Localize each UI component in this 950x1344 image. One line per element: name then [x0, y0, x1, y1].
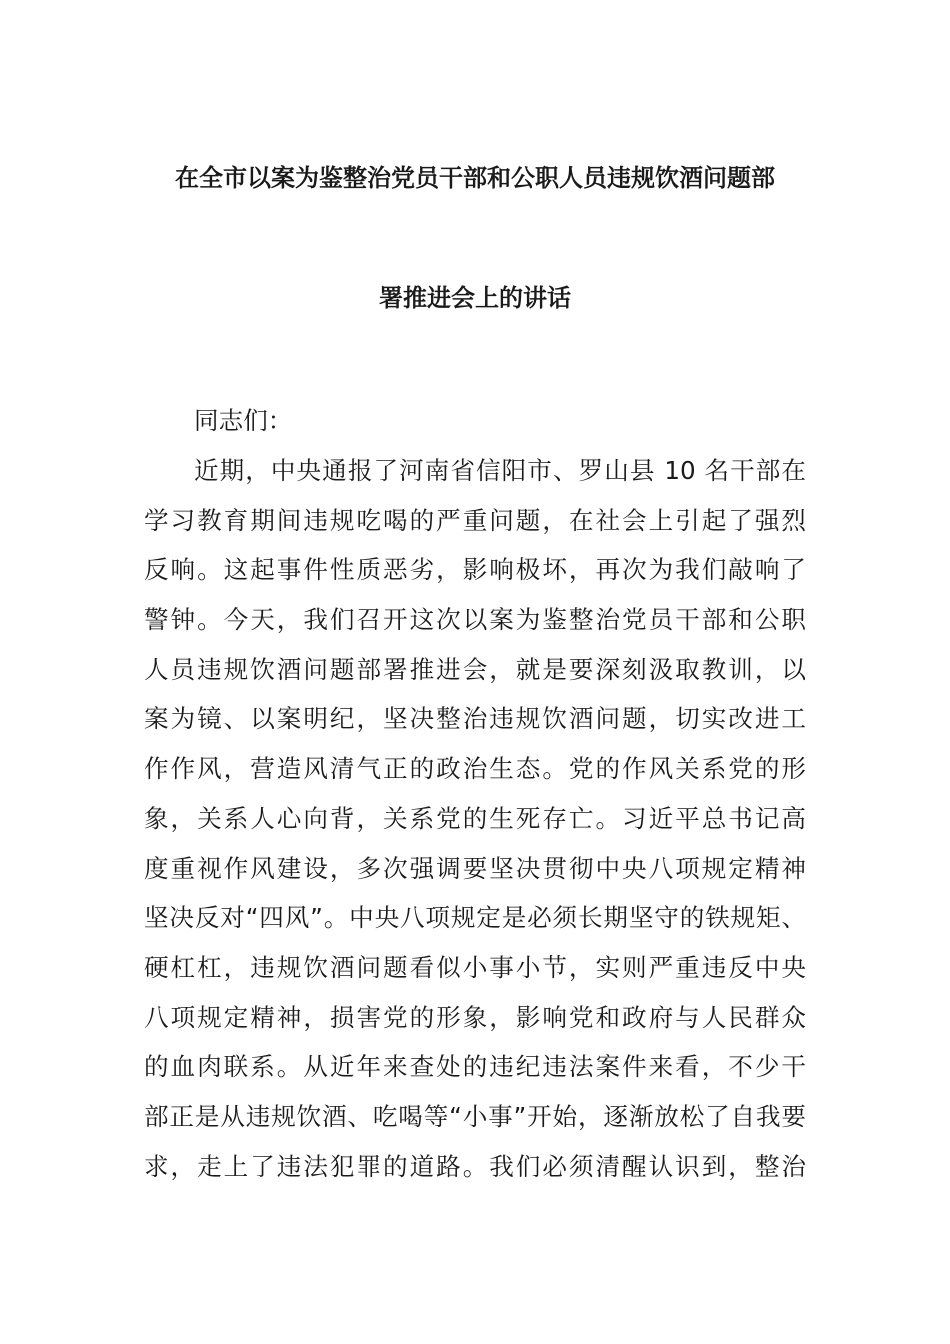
paragraph-line: 反响。这起事件性质恶劣，影响极坏，再次为我们敲响了 [144, 555, 806, 585]
paragraph-line: 求，走上了违法犯罪的道路。我们必须清醒认识到，整治 [144, 1151, 806, 1181]
paragraph-line: 人员违规饮酒问题部署推进会，就是要深刻汲取教训，以 [144, 654, 806, 684]
paragraph-line: 学习教育期间违规吃喝的严重问题，在社会上引起了强烈 [144, 505, 806, 535]
paragraph-line: 警钟。今天，我们召开这次以案为鉴整治党员干部和公职 [144, 605, 806, 635]
paragraph-line: 案为镜、以案明纪，坚决整治违规饮酒问题，切实改进工 [144, 704, 806, 734]
document-title-line-1: 在全市以案为鉴整治党员干部和公职人员违规饮酒问题部 [175, 164, 775, 192]
paragraph-line: 近期，中央通报了河南省信阳市、罗山县 10 名干部在 [194, 456, 806, 485]
document-title-line-2: 署推进会上的讲话 [379, 284, 571, 312]
paragraph-line: 坚决反对“四风”。中央八项规定是必须长期坚守的铁规矩、 [144, 903, 806, 933]
paragraph-line: 度重视作风建设，多次强调要坚决贯彻中央八项规定精神 [144, 853, 806, 883]
paragraph-line: 作作风，营造风清气正的政治生态。党的作风关系党的形 [144, 754, 806, 784]
body-paragraph [144, 446, 806, 1191]
paragraph-line: 的血肉联系。从近年来查处的违纪违法案件来看，不少干 [144, 1052, 806, 1082]
paragraph-line: 硬杠杠，违规饮酒问题看似小事小节，实则严重违反中央 [144, 952, 806, 982]
greeting: 同志们： [194, 406, 293, 435]
paragraph-line: 部正是从违规饮酒、吃喝等“小事”开始，逐渐放松了自我要 [144, 1101, 806, 1131]
paragraph-line: 八项规定精神，损害党的形象，影响党和政府与人民群众 [144, 1002, 806, 1032]
paragraph-line: 象，关系人心向背，关系党的生死存亡。习近平总书记高 [144, 803, 806, 833]
